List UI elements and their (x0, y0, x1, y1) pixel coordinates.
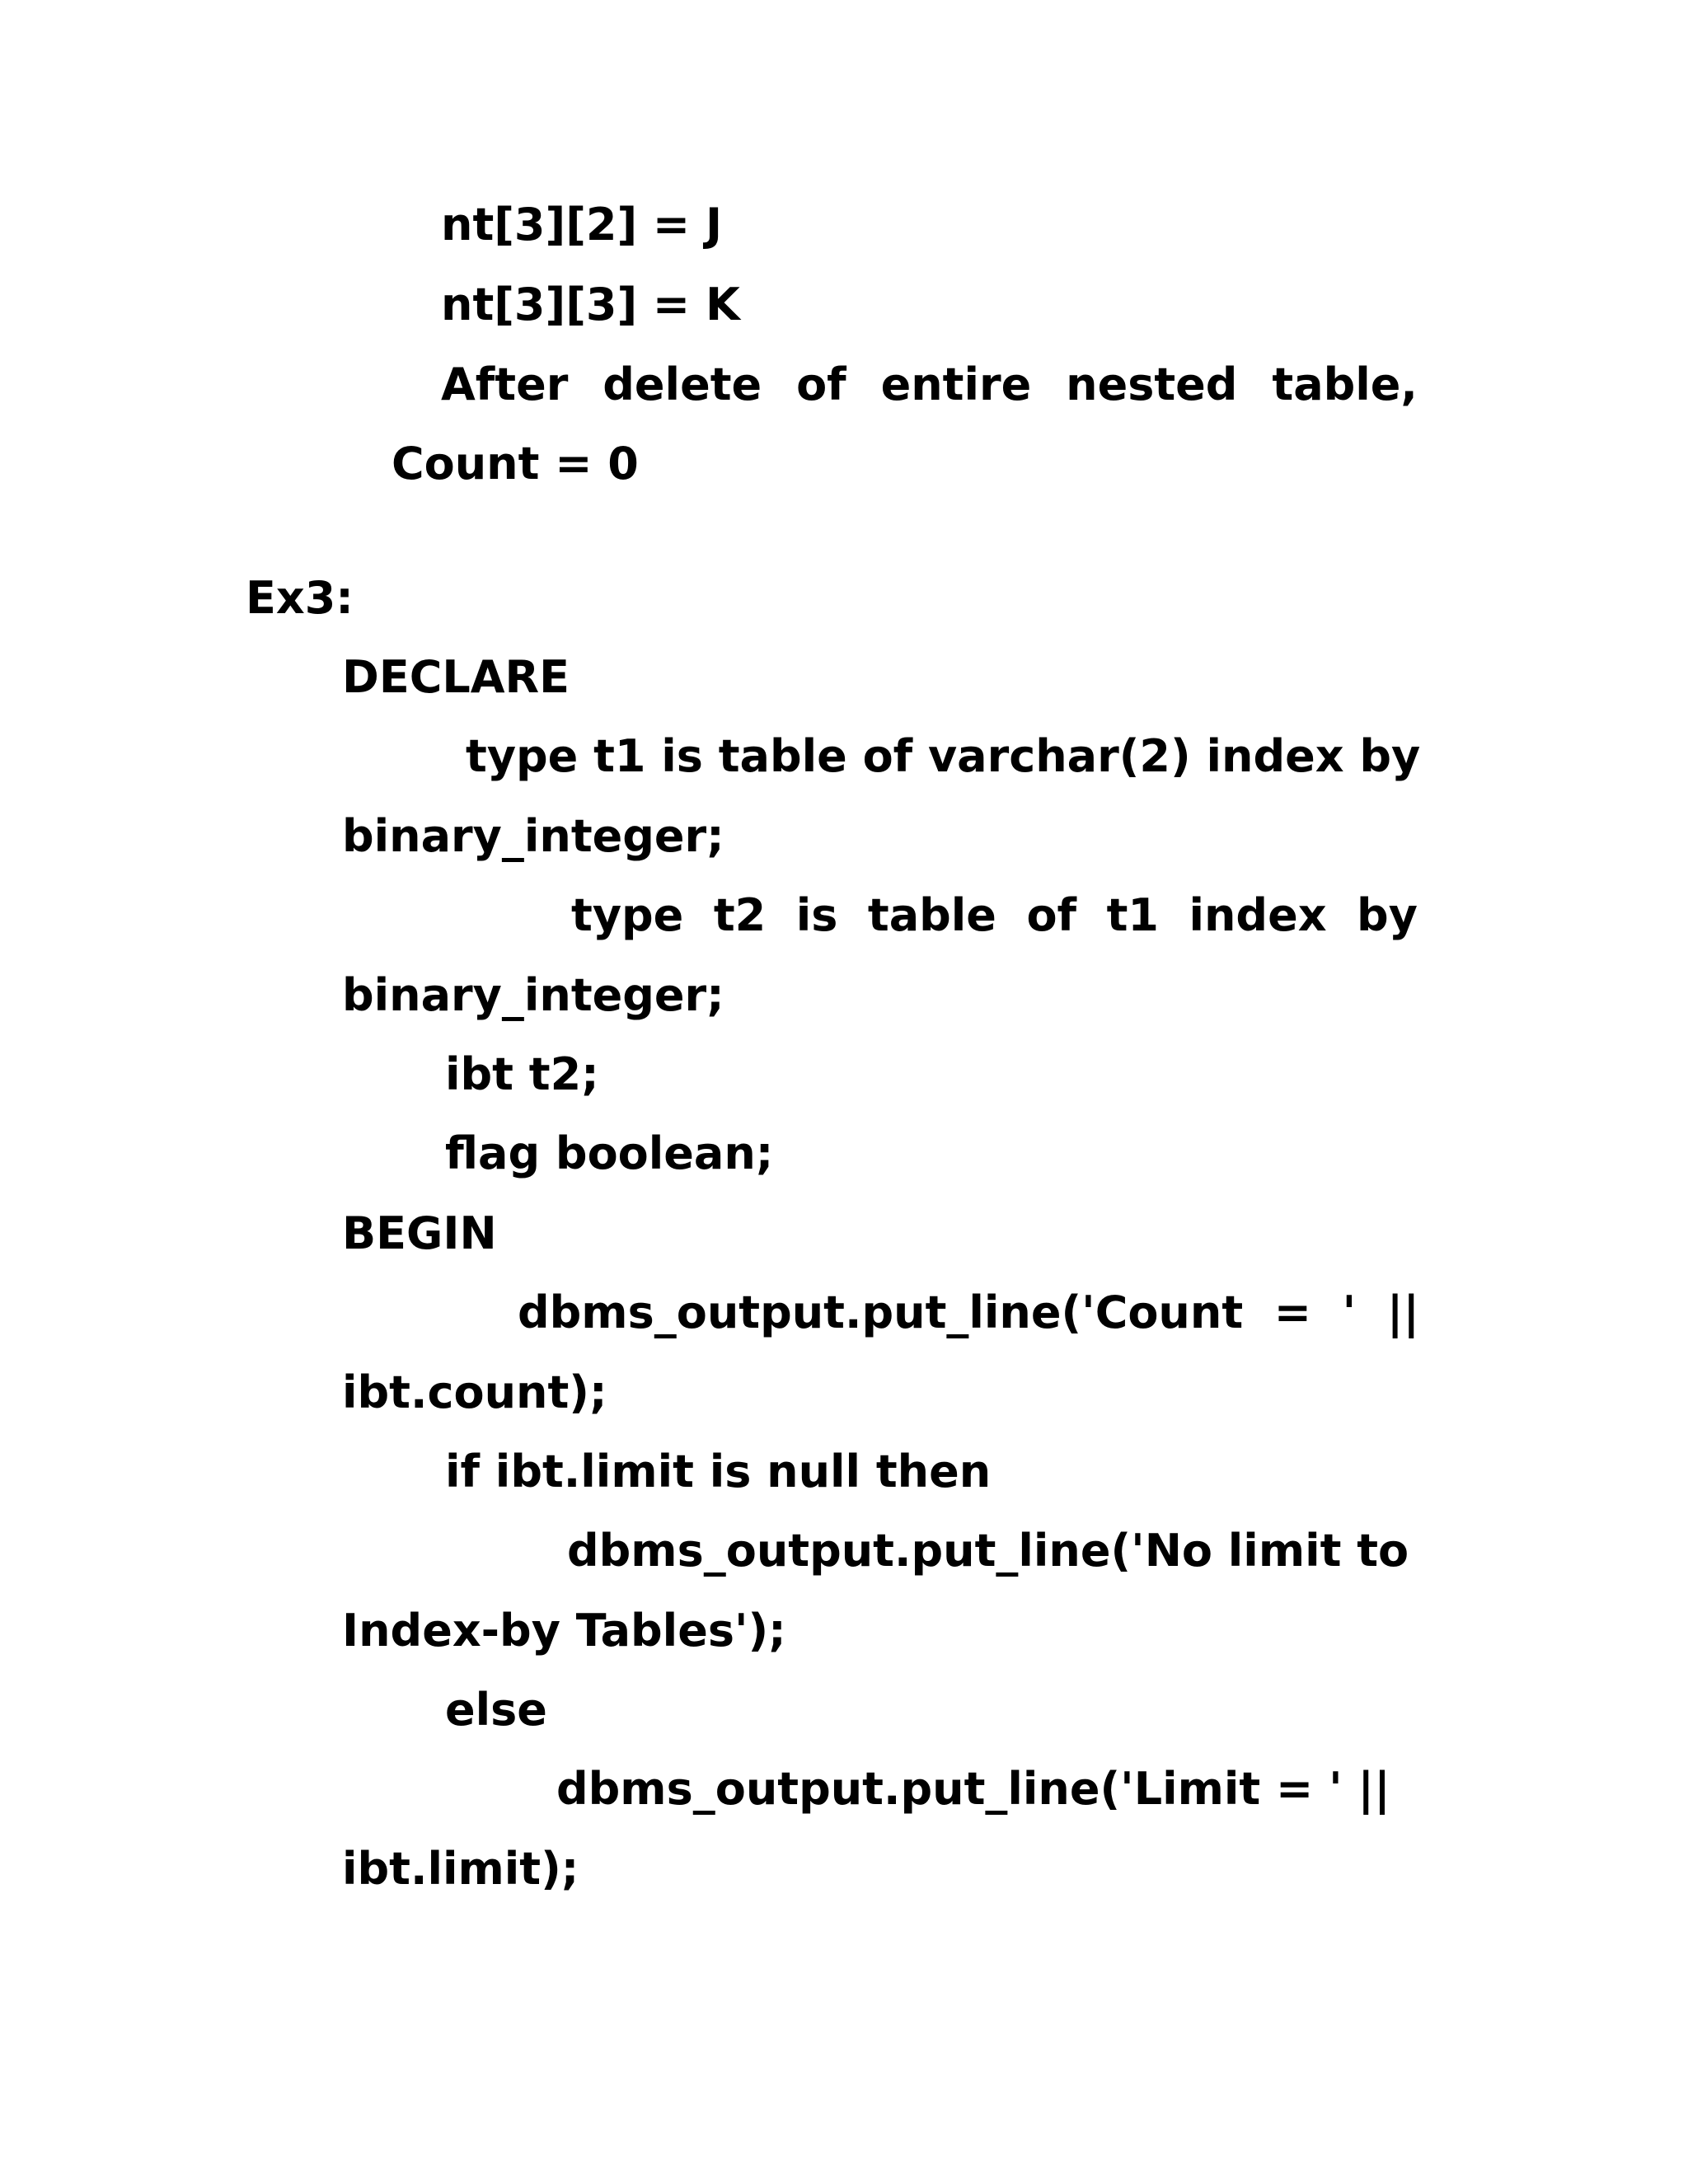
word: of (1026, 889, 1077, 941)
code-line-put-no-limit: dbms_output.put_line('No limit to (567, 1525, 1409, 1577)
code-line-else: else (445, 1684, 547, 1736)
example-heading: Ex3: (246, 572, 354, 624)
code-line-type-t1: type t1 is table of varchar(2) index by (466, 730, 1421, 782)
word: nested (1066, 359, 1238, 410)
code-line-if-limit: if ibt.limit is null then (445, 1446, 992, 1497)
code-line-put-limit: dbms_output.put_line('Limit = ' || (556, 1763, 1390, 1815)
word: delete (603, 359, 762, 410)
code-line-type-t2 (571, 891, 1418, 940)
text-line-count-zero: Count = 0 (392, 438, 639, 490)
code-line-flag-boolean: flag boolean; (445, 1127, 774, 1179)
code-line-binary-integer-2: binary_integer; (342, 969, 724, 1021)
text-line-after-delete (441, 360, 1418, 410)
word: t2 (713, 889, 767, 941)
code-line-nt32: nt[3][2] = J (441, 199, 723, 251)
word: entire (880, 359, 1032, 410)
word: t1 (1106, 889, 1159, 941)
code-line-ibt-t2: ibt t2; (445, 1048, 599, 1100)
word: is (795, 889, 838, 941)
code-line-put-count: dbms_output.put_line('Count = ' || (518, 1286, 1420, 1338)
code-line-ibt-limit: ibt.limit); (342, 1843, 579, 1895)
word: of (796, 359, 846, 410)
word: After (441, 359, 569, 410)
code-line-ibt-count: ibt.count); (342, 1366, 607, 1418)
word: type (571, 889, 684, 941)
word: table, (1272, 359, 1418, 410)
word: table (867, 889, 996, 941)
code-line-declare: DECLARE (342, 651, 570, 703)
code-line-binary-integer-1: binary_integer; (342, 810, 724, 862)
code-line-index-by-tables: Index-by Tables'); (342, 1605, 786, 1657)
word: by (1357, 889, 1418, 941)
word: index (1189, 889, 1327, 941)
code-line-begin: BEGIN (342, 1207, 497, 1259)
code-line-nt33: nt[3][3] = K (441, 279, 740, 330)
